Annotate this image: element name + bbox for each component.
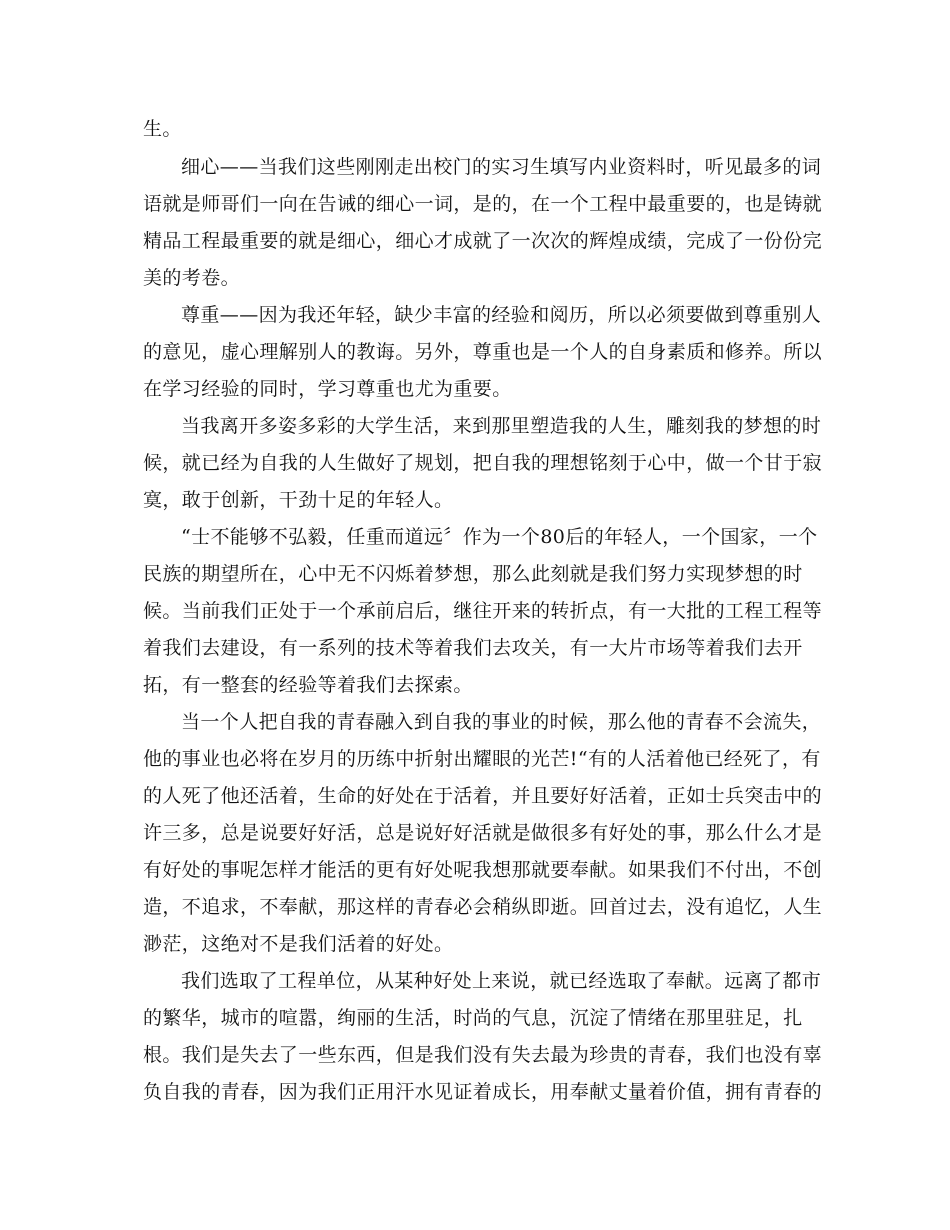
paragraph-hongyi-line: “士不能够不弘毅，任重而道远〞作为一个80后的年轻人，一个国家，一个 — [181, 526, 818, 548]
text-line: 的人死了他还活着，生命的好处在于活着，并且要好好活着，正如士兵突击中的 — [143, 785, 823, 807]
text-line: 的繁华，城市的喧嚣，绚丽的生活，时尚的气息，沉淀了情绪在那里驻足，扎 — [143, 1007, 803, 1029]
text-line: 着我们去建设，有一系列的技术等着我们去攻关，有一大片市场等着我们去开 — [143, 637, 803, 659]
text-line: 候，就已经为自我的人生做好了规划，把自我的理想铭刻于心中，做一个甘于寂 — [143, 452, 823, 474]
text-line: 负自我的青春，因为我们正用汗水见证着成长，用奉献丈量着价值，拥有青春的 — [143, 1081, 823, 1103]
paragraph-xixin-line: 细心——当我们这些刚刚走出校门的实习生填写内业资料时，听见最多的词 — [181, 156, 822, 178]
paragraph-qingchun-line: 当一个人把自我的青春融入到自我的事业的时候，那么他的青春不会流失， — [181, 711, 822, 733]
text-line: 他的事业也必将在岁月的历练中折射出耀眼的光芒!“有的人活着他已经死了，有 — [143, 748, 821, 770]
text-line: 根。我们是失去了一些东西，但是我们没有失去最为珍贵的青春，我们也没有辜 — [143, 1044, 823, 1066]
text-line: 许三多，总是说要好好活，总是说好好活就是做很多有好处的事，那么什么才是 — [143, 822, 823, 844]
text-line: 造，不追求，不奉献，那这样的青春必会稍纵即逝。回首过去，没有追忆，人生 — [143, 896, 823, 918]
paragraph-zunzhong-line: 尊重——因为我还年轻，缺少丰富的经验和阅历，所以必须要做到尊重别人 — [181, 304, 822, 326]
text-line: 候。当前我们正处于一个承前启后，继往开来的转折点，有一大批的工程工程等 — [143, 600, 823, 622]
text-line: 在学习经验的同时，学习尊重也尤为重要。 — [143, 378, 512, 400]
text-line: 有好处的事呢怎样才能活的更有好处呢我想那就要奉献。如果我们不付出，不创 — [143, 859, 823, 881]
text-line: 生。 — [143, 118, 182, 140]
text-line: 拓，有一整套的经验等着我们去探索。 — [143, 674, 473, 696]
text-line: 渺茫，这绝对不是我们活着的好处。 — [143, 933, 454, 955]
text-line: 语就是师哥们一向在告诫的细心一词，是的，在一个工程中最重要的，也是铸就 — [143, 193, 823, 215]
text-line: 美的考卷。 — [143, 267, 241, 289]
text-line: 的意见，虚心理解别人的教诲。另外，尊重也是一个人的自身素质和修养。所以 — [143, 341, 823, 363]
paragraph-fengxian-line: 我们选取了工程单位，从某种好处上来说，就已经选取了奉献。远离了都市 — [181, 970, 822, 992]
paragraph-daxue-line: 当我离开多姿多彩的大学生活，来到那里塑造我的人生，雕刻我的梦想的时 — [181, 415, 822, 437]
text-line: 寞，敢于创新，干劲十足的年轻人。 — [143, 489, 454, 511]
text-line: 民族的期望所在，心中无不闪烁着梦想，那么此刻就是我们努力实现梦想的时 — [143, 563, 803, 585]
text-line: 精品工程最重要的就是细心，细心才成就了一次次的辉煌成绩，完成了一份份完 — [143, 230, 823, 252]
